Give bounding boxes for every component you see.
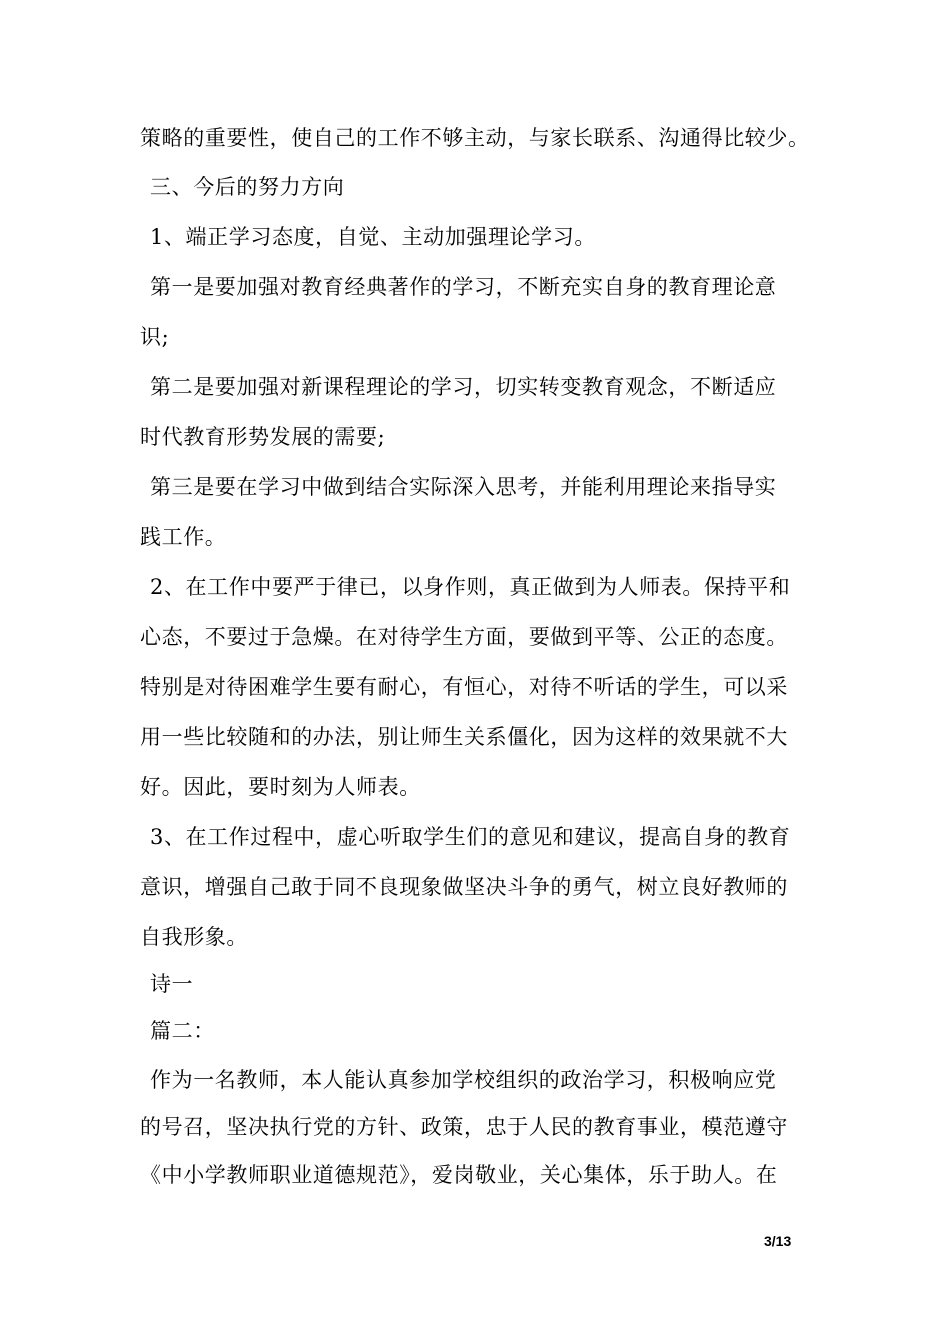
page-number: 3/13	[764, 1233, 792, 1249]
paragraph-line: 第一是要加强对教育经典著作的学习，不断充实自身的教育理论意	[150, 275, 777, 299]
paragraph-line: 2、在工作中要严于律已，以身作则，真正做到为人师表。保持平和	[150, 575, 791, 599]
paragraph-line: 践工作。	[140, 525, 227, 549]
paragraph-line: 1、端正学习态度，自觉、主动加强理论学习。	[150, 225, 596, 249]
paragraph-line: 自我形象。	[140, 925, 248, 949]
paragraph-line: 识;	[140, 325, 170, 349]
paragraph-line: 好。因此，要时刻为人师表。	[140, 775, 421, 799]
paragraph-line: 策略的重要性，使自己的工作不够主动，与家长联系、沟通得比较少。	[140, 126, 810, 150]
section-heading: 诗一	[150, 972, 194, 996]
paragraph-line: 作为一名教师，本人能认真参加学校组织的政治学习，积极响应党	[150, 1068, 777, 1092]
paragraph-line: 3、在工作过程中，虚心听取学生们的意见和建议，提高自身的教育	[150, 825, 791, 849]
paragraph-line: 的号召，坚决执行党的方针、政策，忠于人民的教育事业，模范遵守	[140, 1115, 788, 1139]
paragraph-line: 意识，增强自己敢于同不良现象做坚决斗争的勇气，树立良好教师的	[140, 875, 788, 899]
section-heading: 篇二：	[150, 1019, 215, 1043]
section-heading: 三、今后的努力方向	[150, 175, 345, 199]
paragraph-line: 用一些比较随和的办法，别让师生关系僵化，因为这样的效果就不大	[140, 725, 788, 749]
paragraph-line: 特别是对待困难学生要有耐心，有恒心，对待不听话的学生，可以采	[140, 675, 788, 699]
paragraph-line: 时代教育形势发展的需要;	[140, 425, 386, 449]
paragraph-line: 《中小学教师职业道德规范》，爱岗敬业，关心集体，乐于助人。在	[140, 1163, 778, 1187]
paragraph-line: 心态，不要过于急燥。在对待学生方面，要做到平等、公正的态度。	[140, 625, 788, 649]
paragraph-line: 第二是要加强对新课程理论的学习，切实转变教育观念，不断适应	[150, 375, 777, 399]
paragraph-line: 第三是要在学习中做到结合实际深入思考，并能利用理论来指导实	[150, 475, 777, 499]
